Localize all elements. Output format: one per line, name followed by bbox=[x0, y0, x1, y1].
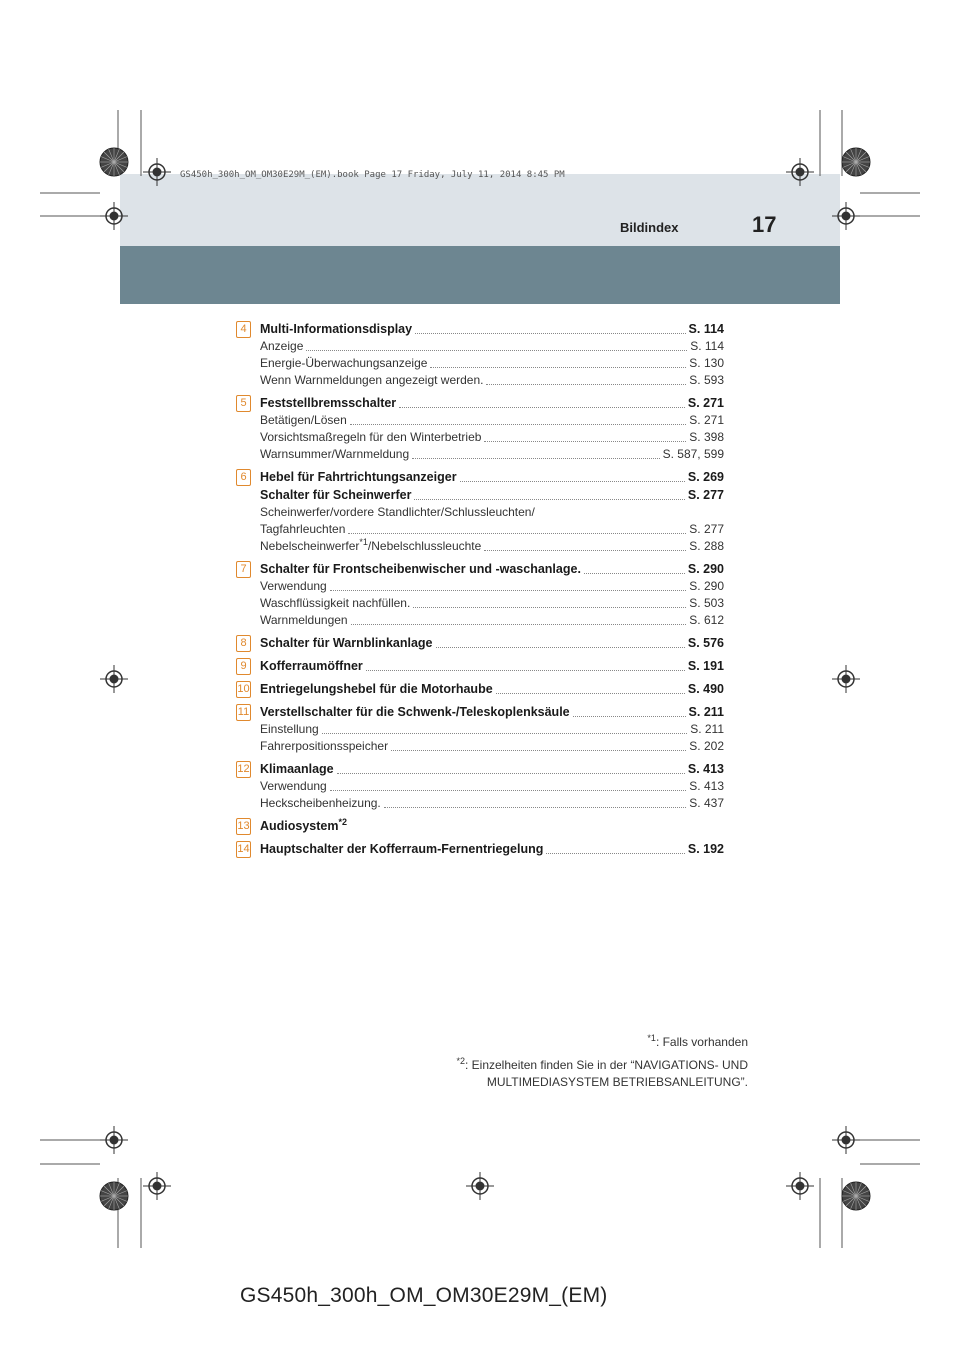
entry-text: Klimaanlage bbox=[260, 762, 334, 776]
entry-text: Schalter für Warnblinkanlage bbox=[260, 636, 433, 650]
page-reference: S. 114 bbox=[688, 322, 724, 336]
page-reference: S. 490 bbox=[687, 682, 724, 696]
callout-number-badge: 10 bbox=[236, 681, 251, 698]
page-reference: S. 290 bbox=[689, 579, 724, 593]
callout-number-badge: 9 bbox=[236, 658, 251, 675]
entry-text: Nebelscheinwerfer$^{*1}$/Nebelschlussleuchte bbox=[260, 537, 482, 553]
page-reference: S. 413 bbox=[689, 779, 724, 793]
entry-text: Feststellbremsschalter bbox=[260, 396, 397, 410]
entry-text: Audiosystem$^{*2}$ bbox=[260, 816, 348, 833]
page-reference: S. 288 bbox=[689, 539, 724, 553]
color-wheel-icon bbox=[100, 1182, 128, 1210]
entry-text: Hebel für Fahrtrichtungsanzeiger bbox=[260, 470, 457, 484]
entry-text: Entriegelungshebel für die Motorhaube bbox=[260, 682, 493, 696]
callout-number-badge: 11 bbox=[236, 704, 251, 721]
page-reference: S. 290 bbox=[687, 562, 724, 576]
section-title: Bildindex bbox=[620, 220, 679, 235]
entry-text: Wenn Warnmeldungen angezeigt werden. bbox=[260, 373, 484, 387]
entry-text: Schalter für Scheinwerfer bbox=[260, 488, 412, 502]
page-reference: S. 269 bbox=[687, 470, 724, 484]
footnote-2-line1: : Einzelheiten finden Sie in der “NAVIGATIONS- UND bbox=[465, 1058, 748, 1072]
color-wheel-icon bbox=[100, 148, 128, 176]
page-reference: S. 211 bbox=[688, 705, 724, 719]
registration-target-icon bbox=[786, 1172, 814, 1200]
callout-number-badge: 13 bbox=[236, 818, 251, 835]
page-reference: S. 192 bbox=[687, 842, 724, 856]
callout-number-badge: 7 bbox=[236, 561, 251, 578]
registration-target-icon bbox=[832, 202, 860, 230]
registration-target-icon bbox=[100, 665, 128, 693]
callout-number-badge: 14 bbox=[236, 841, 251, 858]
entry-text: Hauptschalter der Kofferraum-Fernentriegelung bbox=[260, 842, 544, 856]
page-reference: S. 398 bbox=[689, 430, 724, 444]
footnote-2-mark: *2 bbox=[456, 1056, 465, 1066]
entry-text: Scheinwerfer/vordere Standlichter/Schlussleuchten/ bbox=[260, 505, 535, 519]
page-reference: S. 437 bbox=[689, 796, 724, 810]
registration-target-icon bbox=[832, 1126, 860, 1154]
registration-target-icon bbox=[143, 158, 171, 186]
page-number: 17 bbox=[752, 212, 777, 237]
page-reference: S. 191 bbox=[687, 659, 724, 673]
page-reference: S. 271 bbox=[689, 413, 724, 427]
entry-text: Verwendung bbox=[260, 579, 327, 593]
color-wheel-icon bbox=[842, 1182, 870, 1210]
page-reference: S. 277 bbox=[687, 488, 724, 502]
page-reference: S. 114 bbox=[690, 339, 724, 353]
entry-text: Verstellschalter für die Schwenk-/Teleskoplenksäule bbox=[260, 705, 570, 719]
entry-text: Verwendung bbox=[260, 779, 327, 793]
page-reference: S. 271 bbox=[687, 396, 724, 410]
entry-text: Waschflüssigkeit nachfüllen. bbox=[260, 596, 411, 610]
entry-text: Fahrerpositionsspeicher bbox=[260, 739, 389, 753]
callout-number-badge: 4 bbox=[236, 321, 251, 338]
entry-text: Tagfahrleuchten bbox=[260, 522, 346, 536]
entry-text: Betätigen/Lösen bbox=[260, 413, 347, 427]
registration-target-icon bbox=[786, 158, 814, 186]
registration-target-icon bbox=[100, 202, 128, 230]
registration-target-icon bbox=[466, 1172, 494, 1200]
page-reference: S. 202 bbox=[689, 739, 724, 753]
entry-text: Kofferraumöffner bbox=[260, 659, 363, 673]
entry-text: Einstellung bbox=[260, 722, 319, 736]
page-reference: S. 211 bbox=[690, 722, 724, 736]
page-reference: S. 612 bbox=[689, 613, 724, 627]
color-wheel-icon bbox=[842, 148, 870, 176]
entry-text: Multi-Informationsdisplay bbox=[260, 322, 413, 336]
registration-target-icon bbox=[143, 1172, 171, 1200]
entry-text: Warnmeldungen bbox=[260, 613, 348, 627]
document-code: GS450h_300h_OM_OM30E29M_(EM) bbox=[240, 1284, 608, 1307]
page-reference: S. 413 bbox=[687, 762, 724, 776]
footnote-2-cont: MULTIMEDIASYSTEM BETRIEBSANLEITUNG”. bbox=[486, 1075, 748, 1089]
entry-text: Schalter für Frontscheibenwischer und -waschanlage. bbox=[260, 562, 581, 576]
footnote-1-mark: *1 bbox=[647, 1033, 656, 1043]
page-reference: S. 587, 599 bbox=[662, 447, 724, 461]
entry-text: Warnsummer/Warnmeldung bbox=[260, 447, 410, 461]
page-reference: S. 130 bbox=[689, 356, 724, 370]
page-reference: S. 503 bbox=[689, 596, 724, 610]
callout-number-badge: 8 bbox=[236, 635, 251, 652]
callout-number-badge: 6 bbox=[236, 469, 251, 486]
callout-number-badge: 12 bbox=[236, 761, 251, 778]
entry-text: Heckscheibenheizung. bbox=[260, 796, 381, 810]
entry-text: Energie-Überwachungsanzeige bbox=[260, 356, 428, 370]
page-reference: S. 593 bbox=[689, 373, 724, 387]
print-info: GS450h_300h_OM_OM30E29M_(EM).book Page 17 Friday, July 11, 2014 8:45 PM bbox=[180, 170, 565, 180]
footnote-marker: *1 bbox=[359, 537, 368, 547]
page-reference: S. 277 bbox=[689, 522, 724, 536]
page-reference: S. 576 bbox=[687, 636, 724, 650]
footnote-1-text: : Falls vorhanden bbox=[655, 1035, 748, 1049]
entry-text: Anzeige bbox=[260, 339, 304, 353]
entry-text: Vorsichtsmaßregeln für den Winterbetrieb bbox=[260, 430, 482, 444]
registration-target-icon bbox=[100, 1126, 128, 1154]
callout-number-badge: 5 bbox=[236, 395, 251, 412]
registration-target-icon bbox=[832, 665, 860, 693]
footnote-marker: *2 bbox=[338, 816, 348, 827]
